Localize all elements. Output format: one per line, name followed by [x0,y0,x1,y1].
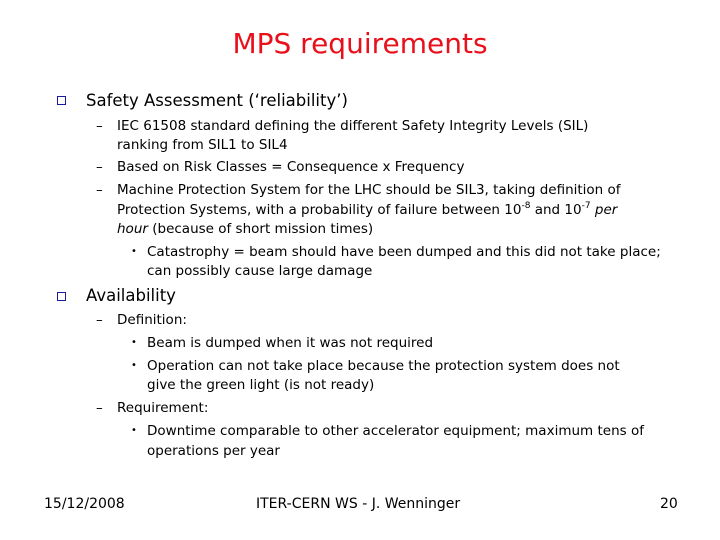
exponent: -8 [521,201,531,211]
list-item: can possibly cause large damage [147,263,373,279]
text: and 10 [530,202,582,218]
list-item: Operation can not take place because the protection system does not [147,358,620,374]
list-item: Based on Risk Classes = Consequence x Frequency [117,159,465,175]
dash-bullet-icon: – [96,159,103,175]
list-item: Machine Protection System for the LHC should be SIL3, taking definition of [117,182,621,198]
text: (because of short mission times) [147,221,374,237]
dash-bullet-icon: – [96,312,103,328]
list-item: Beam is dumped when it was not required [147,335,434,351]
list-item: operations per year [147,443,280,459]
list-item: Definition: [117,312,187,328]
list-item: Catastrophy = beam should have been dumped and this did not take place; [147,244,661,260]
dot-bullet-icon: • [131,360,137,371]
exponent: -7 [581,201,591,211]
checkbox-bullet-icon [57,292,66,301]
text: Protection Systems, with a probability of failure between 10 [117,202,522,218]
section-heading: Safety Assessment (‘reliability’) [86,91,348,110]
list-item: ranking from SIL1 to SIL4 [117,137,288,153]
list-item [117,200,617,220]
section-heading: Availability [86,286,176,305]
dash-bullet-icon: – [96,182,103,198]
text: hour [117,221,148,237]
list-item: Downtime comparable to other accelerator equipment; maximum tens of [147,423,644,439]
dot-bullet-icon: • [131,246,137,257]
list-item [117,219,373,239]
list-item: Requirement: [117,400,209,416]
footer-title: ITER-CERN WS - J. Wenninger [256,496,461,512]
list-item: give the green light (is not ready) [147,377,375,393]
dash-bullet-icon: – [96,118,103,134]
page-number: 20 [660,496,678,512]
list-item: IEC 61508 standard defining the different Safety Integrity Levels (SIL) [117,118,589,134]
dash-bullet-icon: – [96,400,103,416]
dot-bullet-icon: • [131,425,137,436]
slide-title: MPS requirements [232,27,488,60]
checkbox-bullet-icon [57,96,66,105]
footer-date: 15/12/2008 [44,496,125,512]
text: per [590,202,618,218]
dot-bullet-icon: • [131,337,137,348]
